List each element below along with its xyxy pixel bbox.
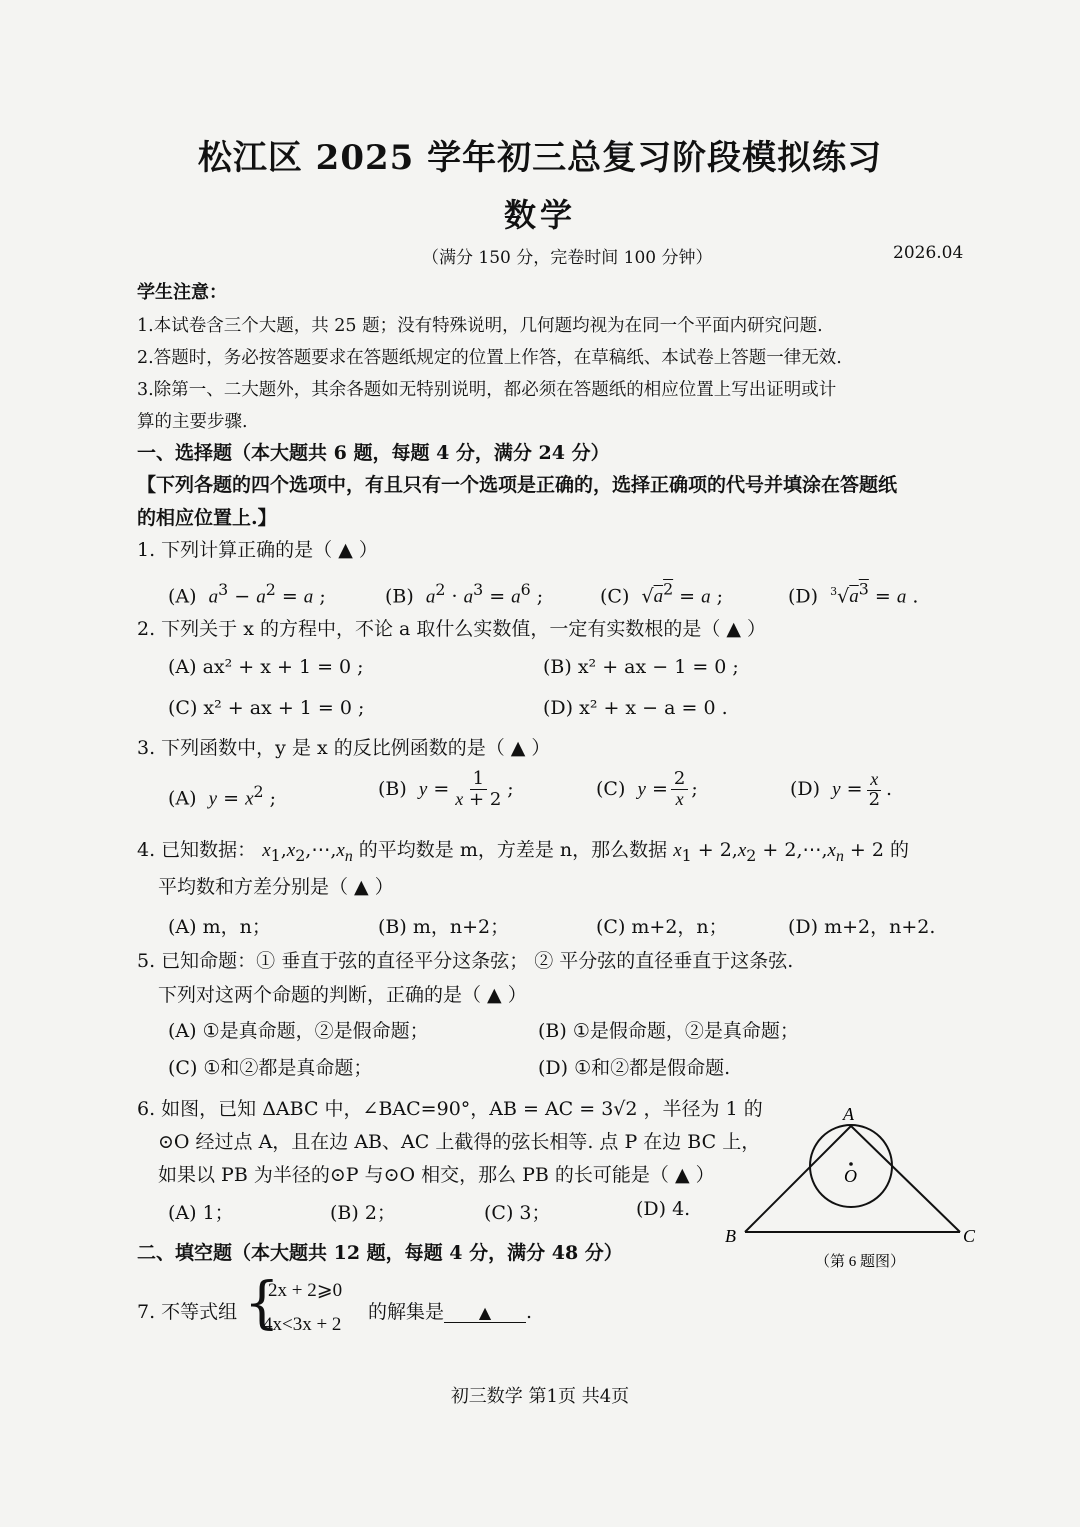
answer-blank[interactable]: ▲ [444,1303,526,1323]
q5-option-d: (D) ①和②都是假命题. [538,1057,731,1079]
notice-item: 3.除第一、二大题外，其余各题如无特别说明，都必须在答题纸的相应位置上写出证明或计 [137,380,837,400]
question-6-stem-line2: ⊙O 经过点 A，且在边 AB、AC 上截得的弦长相等. 点 P 在边 BC 上， [158,1131,761,1153]
page-title: 松江区 2025 学年初三总复习阶段模拟练习 [197,138,883,178]
question-7-prefix: 7. 不等式组 [137,1301,238,1323]
notice-item: 1.本试卷含三个大题，共 25 题；没有特殊说明，几何题均视为在同一个平面内研究问题. [137,316,823,336]
question-5-stem: 5. 已知命题：① 垂直于弦的直径平分这条弦； ② 平分弦的直径垂直于这条弦. [137,950,794,972]
q2-option-a: (A) ax² + x + 1 = 0 ; [168,656,364,678]
q2-option-c: (C) x² + ax + 1 = 0 ; [168,697,365,719]
question-4-stem-line2: 平均数和方差分别是（ ▲ ） [158,876,394,898]
q3-option-b: (B) y = $\frac{1}{x + 2}$ ; [378,768,514,810]
figure-caption: （第 6 题图） [815,1254,906,1270]
question-4-stem: 4. 已知数据： $x_1,x_2,\cdots,x_n$ 的平均数是 m，方差是 n，那么数据 $x_1 + 2,x_2$ + $2,\cdots,x_n + 2$ 的 [137,839,910,865]
q6-option-a: (A) 1； [168,1202,234,1224]
page-footer: 初三数学 第1页 共4页 [450,1386,630,1407]
exam-info: （满分 150 分，完卷时间 100 分钟） [422,248,713,268]
q5-option-c: (C) ①和②都是真命题； [168,1057,373,1079]
notice-item: 2.答题时，务必按答题要求在答题纸规定的位置上作答，在草稿纸、本试卷上答题一律无效. [137,348,842,368]
q1-option-d: (D) $^3√a^3 = a$ . [788,580,919,608]
q3-option-c: (C) y = $\frac{2}{x}$ ; [596,768,698,809]
section1-instruction: 的相应位置上.】 [137,507,277,529]
q3-option-d: (D) y = $\frac{x}{2}$ . [790,769,893,810]
q4-option-c: (C) m+2，n； [596,916,728,938]
q6-option-c: (C) 3； [484,1202,551,1224]
q2-option-b: (B) x² + ax − 1 = 0 ; [543,656,739,678]
label-c: C [963,1226,976,1246]
triangle-side-ab [745,1126,851,1232]
q6-option-b: (B) 2； [330,1202,396,1224]
notice-item: 算的主要步骤. [137,412,248,432]
q3-option-a: (A) $y = x^2$ ; [168,782,277,810]
section1-instruction: 【下列各题的四个选项中，有且只有一个选项是正确的，选择正确项的代号并填涂在答题纸 [137,474,898,496]
notice-heading: 学生注意： [137,282,227,303]
question-5-stem-line2: 下列对这两个命题的判断，正确的是（ ▲ ） [158,984,527,1006]
q1-option-a: (A) $a^3 - a^2 = a$ ; [168,580,326,608]
inequality-2: 4x<3x + 2 [263,1314,342,1335]
question-7-suffix: 的解集是 ▲ . [368,1301,533,1323]
q5-option-a: (A) ①是真命题，②是假命题； [168,1020,429,1042]
question-2-stem: 2. 下列关于 x 的方程中，不论 a 取什么实数值，一定有实数根的是（ ▲ ） [137,618,767,640]
q5-option-b: (B) ①是假命题，②是真命题； [538,1020,799,1042]
q4-option-d: (D) m+2，n+2. [788,916,936,938]
exam-date: 2026.04 [893,243,964,263]
q1-option-b: (B) $a^2 \cdot a^3 = a^6$ ; [385,580,544,608]
q6-option-d: (D) 4. [636,1198,691,1220]
question-6-stem: 6. 如图，已知 ΔABC 中，∠BAC=90°，AB = AC = 3√2 ，半径为 1 的 [137,1098,763,1120]
q4-option-b: (B) m，n+2； [378,916,510,938]
label-o: O [844,1166,857,1186]
label-a: A [843,1104,854,1124]
question-6-stem-line3: 如果以 PB 为半径的⊙P 与⊙O 相交，那么 PB 的长可能是（ ▲ ） [158,1164,715,1186]
q4-option-a: (A) m，n； [168,916,271,938]
q2-option-d: (D) x² + x − a = 0 . [543,697,728,719]
section2-heading: 二、填空题（本大题共 12 题，每题 4 分，满分 48 分） [137,1242,623,1264]
q1-option-c: (C) $√a^2 = a$ ; [600,580,724,608]
subject-title: 数学 [503,196,576,234]
inequality-brace: { [244,1271,280,1336]
triangle-side-ac [851,1126,960,1232]
section1-heading: 一、选择题（本大题共 6 题，每题 4 分，满分 24 分） [137,442,610,464]
label-b: B [725,1226,736,1246]
question-1-stem: 1. 下列计算正确的是（ ▲ ） [137,539,378,561]
q6-figure [715,1100,985,1280]
inequality-1: 2x + 2⩾0 [268,1280,343,1301]
question-3-stem: 3. 下列函数中，y 是 x 的反比例函数的是（ ▲ ） [137,737,551,759]
